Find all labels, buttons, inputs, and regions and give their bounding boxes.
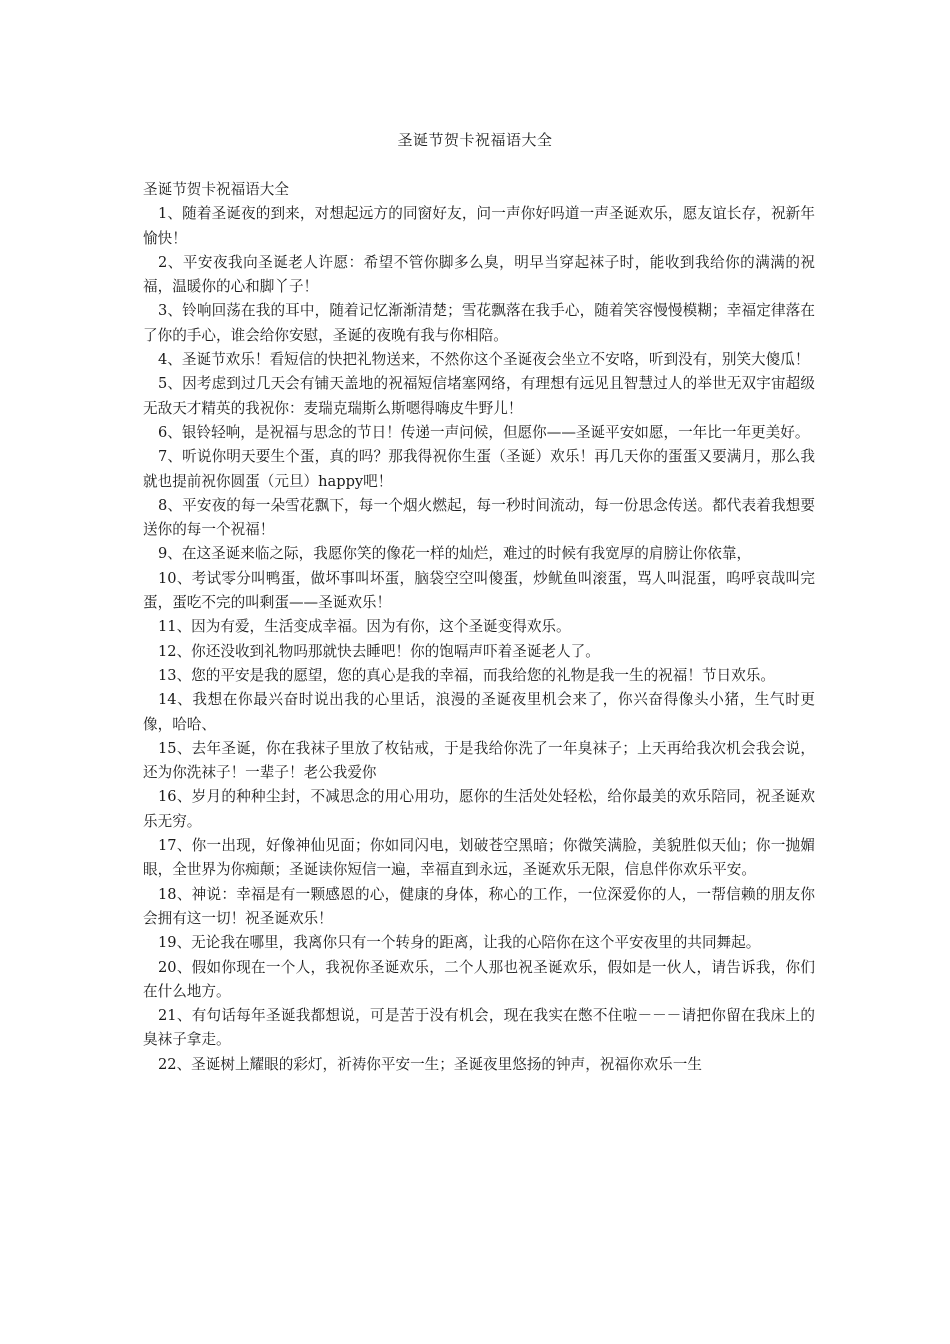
list-item: 4、圣诞节欢乐！看短信的快把礼物送来，不然你这个圣诞夜会坐立不安咯，听到没有，别笑大傻瓜！ (158, 351, 810, 369)
list-item: 9、在这圣诞来临之际，我愿你笑的像花一样的灿烂，难过的时候有我宽厚的肩膀让你依靠， (158, 545, 752, 563)
list-item: 12、你还没收到礼物吗那就快去睡吧！你的饱嗝声吓着圣诞老人了。 (158, 642, 600, 660)
list-item: 13、您的平安是我的愿望，您的真心是我的幸福，而我给您的礼物是我一生的祝福！节日欢乐。 (158, 666, 775, 684)
list-item: 14、我想在你最兴奋时说出我的心里话，浪漫的圣诞夜里机会来了，你兴奋得像头小猪，生气时更像，哈哈、 (143, 691, 815, 733)
list-item: 15、去年圣诞，你在我袜子里放了枚钻戒，于是我给你洗了一年臭袜子；上天再给我次机会我会说，还为你洗袜子！一辈子！老公我爱你 (143, 739, 815, 782)
document-body (143, 178, 815, 1077)
list-item: 1、随着圣诞夜的到来，对想起远方的同窗好友，问一声你好吗道一声圣诞欢乐，愿友谊长存，祝新年愉快！ (143, 205, 815, 247)
list-item: 5、因考虑到过几天会有铺天盖地的祝福短信堵塞网络，有理想有远见且智慧过人的举世无双宇宙超级无敌天才精英的我祝你：麦瑞克瑞斯么斯嗯得嗨皮牛野儿！ (143, 375, 815, 417)
page-title: 圣诞节贺卡祝福语大全 (397, 131, 553, 149)
list-item: 21、有句话每年圣诞我都想说，可是苦于没有机会，现在我实在憋不住啦－－－请把你留在我床上的臭袜子拿走。 (143, 1007, 815, 1049)
list-item: 8、平安夜的每一朵雪花飘下，每一个烟火燃起，每一秒时间流动，每一份思念传送。都代表着我想要送你的每一个祝福！ (143, 496, 815, 539)
list-item: 19、无论我在哪里，我离你只有一个转身的距离，让我的心陪你在这个平安夜里的共同舞起。 (158, 934, 761, 952)
list-item: 7、听说你明天要生个蛋，真的吗？那我得祝你生蛋（圣诞）欢乐！再几天你的蛋蛋又要满月，那么我就也提前祝你圆蛋（元旦）happy吧！ (143, 448, 815, 490)
list-item: 20、假如你现在一个人，我祝你圣诞欢乐，二个人那也祝圣诞欢乐，假如是一伙人，请告诉我，你们在什么地方。 (143, 958, 815, 1000)
list-item: 6、银铃轻响，是祝福与思念的节日！传递一声问候，但愿你——圣诞平安如愿，一年比一年更美好。 (158, 423, 810, 441)
list-item: 22、圣诞树上耀眼的彩灯，祈祷你平安一生；圣诞夜里悠扬的钟声，祝福你欢乐一生 (158, 1055, 702, 1073)
list-item: 2、平安夜我向圣诞老人许愿：希望不管你脚多么臭，明早当穿起袜子时，能收到我给你的满满的祝福，温暖你的心和脚丫子！ (143, 253, 815, 296)
list-item: 11、因为有爱，生活变成幸福。因为有你，这个圣诞变得欢乐。 (158, 618, 571, 636)
document-subtitle: 圣诞节贺卡祝福语大全 (143, 181, 289, 198)
list-item: 3、铃响回荡在我的耳中，随着记忆渐渐清楚；雪花飘落在我手心，随着笑容慢慢模糊；幸福定律落在了你的手心，谁会给你安慰，圣诞的夜晚有我与你相陪。 (143, 302, 815, 344)
list-item: 10、考试零分叫鸭蛋，做坏事叫坏蛋，脑袋空空叫傻蛋，炒鱿鱼叫滚蛋，骂人叫混蛋，呜呼哀哉叫完蛋，蛋吃不完的叫剩蛋——圣诞欢乐！ (143, 569, 815, 612)
list-item: 16、岁月的种种尘封，不减思念的用心用功，愿你的生活处处轻松，给你最美的欢乐陪同，祝圣诞欢乐无穷。 (143, 788, 815, 830)
list-item: 18、神说：幸福是有一颗感恩的心，健康的身体，称心的工作，一位深爱你的人，一帮信赖的朋友你会拥有这一切！祝圣诞欢乐！ (143, 885, 815, 927)
list-item: 17、你一出现，好像神仙见面；你如同闪电，划破苍空黑暗；你微笑满脸，美貌胜似天仙；你一抛媚眼，全世界为你痴颠；圣诞读你短信一遍，幸福直到永远，圣诞欢乐无限，信息伴你欢乐平安。 (143, 837, 815, 879)
